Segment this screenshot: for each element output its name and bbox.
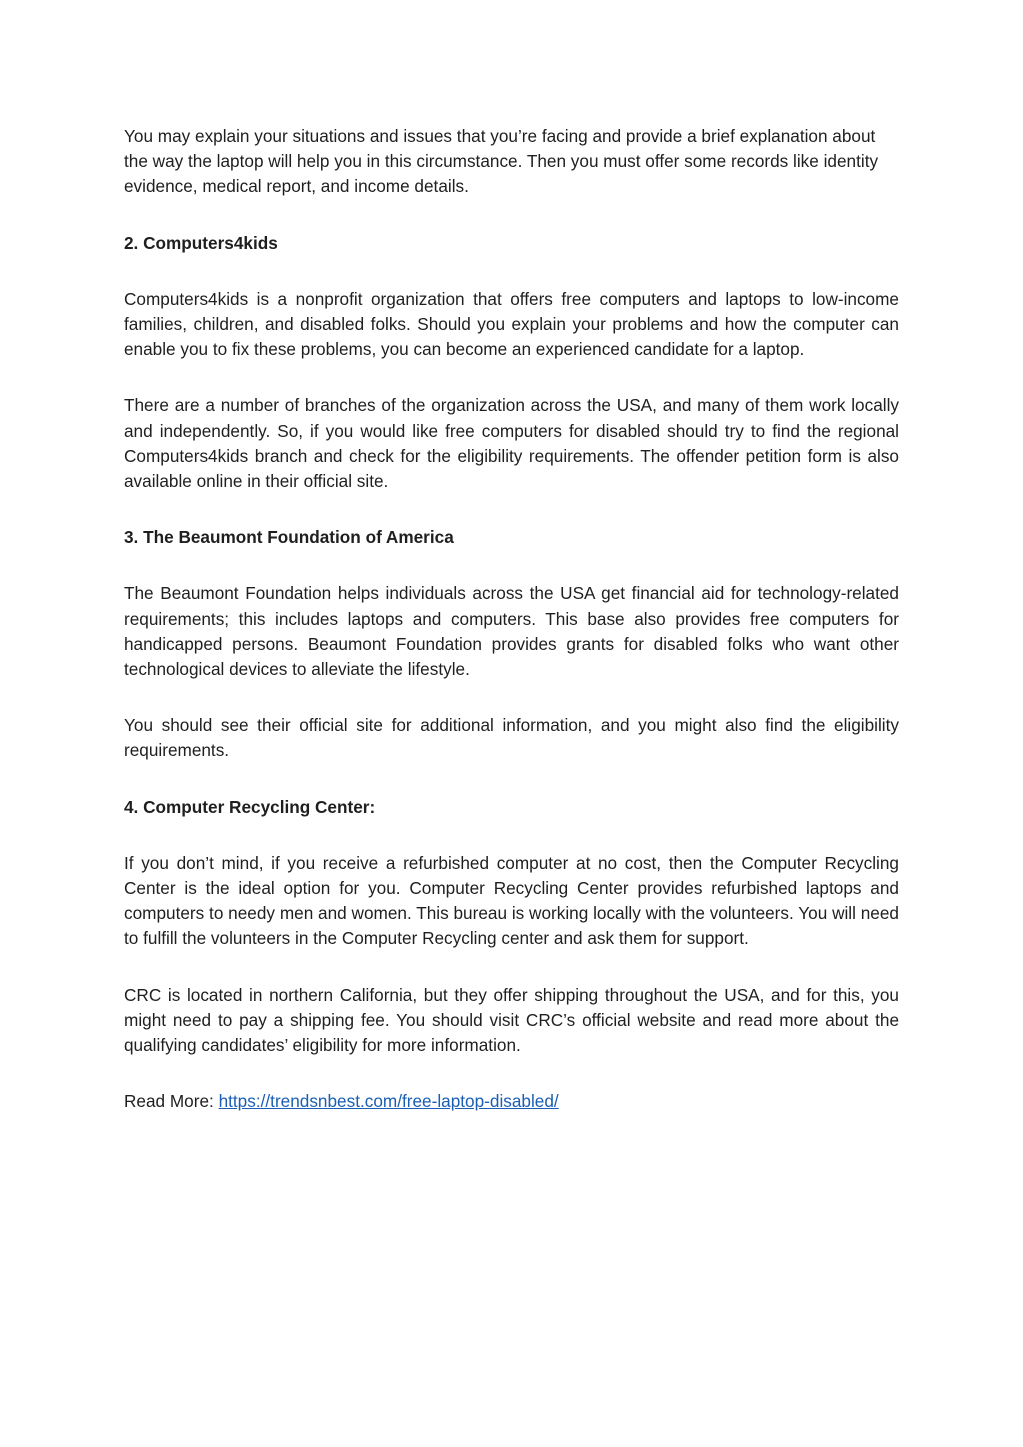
document-page [124,124,899,1114]
section-heading-beaumont-foundation: 3. The Beaumont Foundation of America [124,527,454,548]
read-more-link[interactable]: https://trendsnbest.com/free-laptop-disabled/ [218,1091,559,1112]
crc-paragraph-2: CRC is located in northern California, but they offer shipping throughout the USA, and for this, you might need to pay a shipping fee. You should visit CRC’s official website and read more about the qualifying candidates’ eligibility for more information. [124,984,899,1056]
intro-paragraph: You may explain your situations and issues that you’re facing and provide a brief explanation about the way the laptop will help you in this circumstance. Then you must offer some records like identity evidence, medical report, and income details. [124,126,879,197]
beaumont-paragraph-1: The Beaumont Foundation helps individuals across the USA get financial aid for technology-related requirements; this includes laptops and computers. This base also provides free computers for handicapped persons. Beaumont Foundation provides grants for disabled folks who want other technological devices to alleviate the lifestyle. [124,583,899,680]
section-heading-computer-recycling-center: 4. Computer Recycling Center: [124,796,376,817]
beaumont-paragraph-2: You should see their official site for additional information, and you might also find the eligibility requirements. [124,715,899,761]
crc-paragraph-1: If you don’t mind, if you receive a refurbished computer at no cost, then the Computer Recycling Center is the ideal option for you. Computer Recycling Center provides refurbished laptops and computers to needy men and women. This bureau is working locally with the volunteers. You will need to fulfill the volunteers in the Computer Recycling center and ask them for support. [124,852,899,949]
read-more-line [124,1089,899,1114]
section-heading-computers4kids: 2. Computers4kids [124,232,278,253]
computers4kids-paragraph-1: Computers4kids is a nonprofit organization that offers free computers and laptops to low-income families, children, and disabled folks. Should you explain your problems and how the computer can enable you to fix these problems, you can become an experienced candidate for a laptop. [124,288,899,360]
read-more-label: Read More: [124,1091,219,1112]
computers4kids-paragraph-2: There are a number of branches of the organization across the USA, and many of them work locally and independently. So, if you would like free computers for disabled should try to find the regional Computers4kids branch and check for the eligibility requirements. The offender petition form is also available online in their official site. [124,395,899,492]
